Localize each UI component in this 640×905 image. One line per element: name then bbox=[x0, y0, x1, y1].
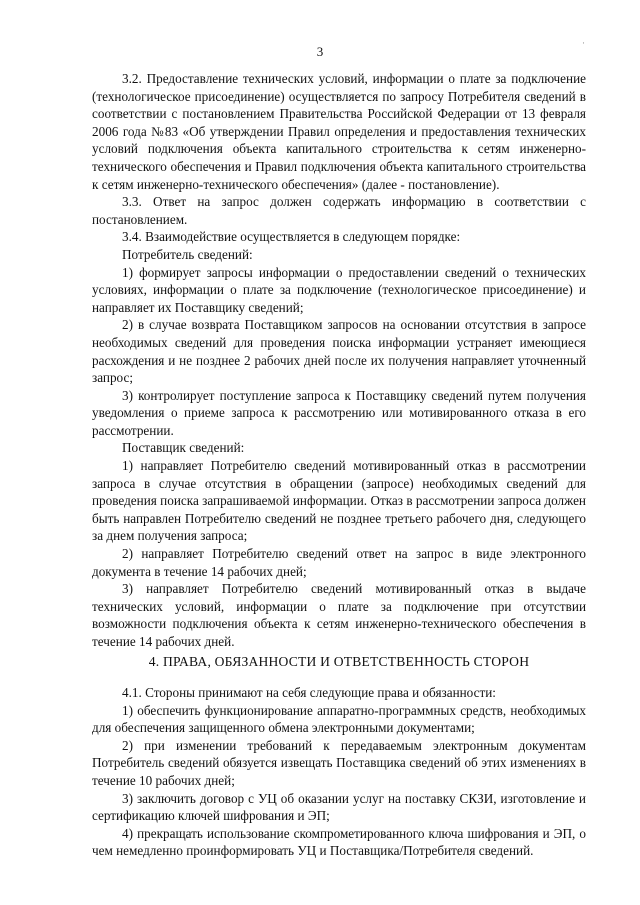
paragraph-3-4: 3.4. Взаимодействие осуществляется в следующем порядке: bbox=[122, 229, 461, 245]
supplier-item-3: 3) направляет Потребителю сведений мотивированный отказ в выдаче технических условий, информации о плате за подключение при отсутствии возможности подключения объекта к сетям инженерно-технического обеспечения в течение 14 рабочих дней. bbox=[92, 581, 586, 649]
consumer-item-3: 3) контролирует поступление запроса к Поставщику сведений путем получения уведомления о приеме запроса к рассмотрению или мотивированного отказа в его рассмотрении. bbox=[92, 387, 586, 438]
consumer-heading: Потребитель сведений: bbox=[122, 246, 253, 262]
section-4-heading: 4. ПРАВА, ОБЯЗАННОСТИ И ОТВЕТСТВЕННОСТЬ СТОРОН bbox=[148, 654, 530, 669]
paragraph-3-2: 3.2. Предоставление технических условий, информации о плате за подключение (технологическое присоединение) осуществляется по запросу Потребителя сведений в соответствии с постановлением Правительства Российской Федерации от 13 февраля 2006 года №83 «Об утверждении Правил определения и предоставления технических условий подключения объекта капитального строительства к сетям инженерно-технического обеспечения и Правил подключения объекта капитального строительства к сетям инженерно-технического обеспечения» (далее - постановление). bbox=[92, 71, 586, 192]
consumer-item-2: 2) в случае возврата Поставщиком запросов на основании отсутствия в запросе необходимых сведений для проведения поиска информации устраняет имеющиеся расхождения и не позднее 2 рабочих дней после их получения направляет уточненный запрос; bbox=[92, 317, 586, 386]
supplier-item-2: 2) направляет Потребителю сведений ответ на запрос в виде электронного документа в течение 14 рабочих дней; bbox=[92, 546, 586, 579]
obligation-item-4: 4) прекращать использование скомпрометированного ключа шифрования и ЭП, о чем немедленно проинформировать УЦ и Поставщика/Потребителя сведений. bbox=[92, 825, 586, 859]
obligation-item-1: 1) обеспечить функционирование аппаратно-программных средств, необходимых для обеспечения защищенного обмена электронными документами; bbox=[92, 702, 586, 736]
obligation-item-2: 2) при изменении требований к передаваемым электронным документам Потребитель сведений обязуется извещать Поставщика сведений об этих изменениях в течение 10 рабочих дней; bbox=[92, 737, 586, 788]
supplier-heading: Поставщик сведений: bbox=[122, 440, 245, 456]
paragraph-4-1: 4.1. Стороны принимают на себя следующие права и обязанности: bbox=[122, 685, 496, 700]
scan-mark: · bbox=[582, 38, 585, 48]
section-3-body bbox=[92, 70, 586, 651]
obligation-item-3: 3) заключить договор с УЦ об оказании услуг на поставку СКЗИ, изготовление и сертификацию ключей шифрования и ЭП; bbox=[92, 790, 586, 824]
page-number: 3 bbox=[316, 44, 324, 59]
section-4-body bbox=[92, 684, 586, 860]
consumer-item-1: 1) формирует запросы информации о предоставлении сведений о технических условиях, информации о плате за подключение (технологическое присоединение) и направляет их Поставщику сведений; bbox=[92, 264, 586, 315]
supplier-item-1: 1) направляет Потребителю сведений мотивированный отказ в рассмотрении запроса в случае отсутствия в обращении (запросе) необходимых сведений для проведения поиска запрашиваемой информации. Отказ в рассмотрении запроса должен быть направлен Потребителю сведений не позднее третьего рабочего дня, следующего за днем получения запроса; bbox=[92, 458, 586, 544]
paragraph-3-3: 3.3. Ответ на запрос должен содержать информацию в соответствии с постановлением. bbox=[92, 194, 586, 227]
